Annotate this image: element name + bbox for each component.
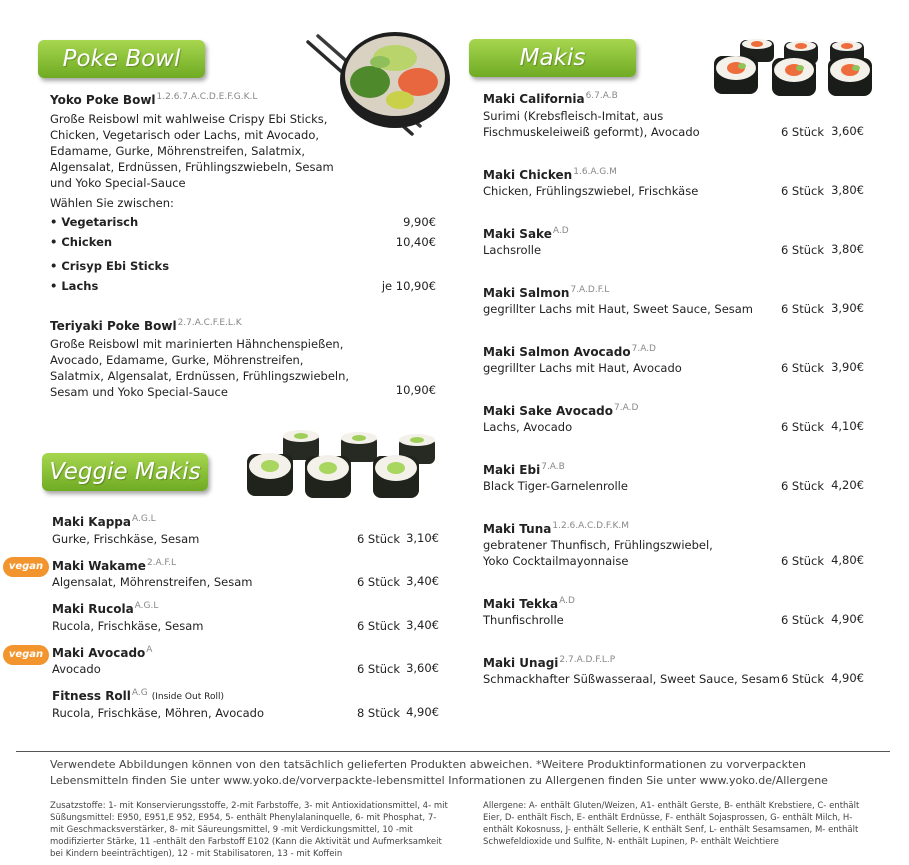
- item-name: Maki Sake: [483, 227, 552, 241]
- item-description: Avocado: [52, 662, 101, 676]
- allergen-codes: A: [146, 645, 153, 655]
- item-description: gegrillter Lachs mit Haut, Sweet Sauce, Sesam: [483, 302, 754, 316]
- item-name: Maki Chicken: [483, 168, 573, 182]
- item-name: Maki Wakame: [52, 559, 146, 573]
- menu-item-yoko-poke-bowl: [50, 92, 257, 107]
- item-description: Große Reisbowl mit wahlweise Crispy Ebi Sticks, Chicken, Vegetarisch oder Lachs, mit Avocado, Edamame, Gurke, Möhrenstreifen, Salatmix, Algensalat, Erdnüssen, Frühlingszwiebeln, Sesam und Yoko Special-Sauce: [50, 112, 334, 190]
- item-quantity: 6 Stück: [780, 554, 824, 568]
- item-name: Maki Avocado: [52, 646, 146, 660]
- item-quantity: 6 Stück: [780, 243, 824, 257]
- item-name: Maki Unagi: [483, 656, 559, 670]
- allergen-codes: A.G: [131, 688, 148, 698]
- item-price: 4,80€: [831, 553, 864, 567]
- item-quantity: 6 Stück: [356, 575, 400, 589]
- item-quantity: 6 Stück: [780, 125, 824, 139]
- allergen-codes: 2.A.F.L: [146, 558, 176, 568]
- item-description: Black Tiger-Garnelenrolle: [483, 479, 628, 493]
- allergen-codes: 6.7.A.B: [585, 91, 618, 101]
- menu-item-maki-tekka: [483, 596, 575, 611]
- item-price: 3,40€: [406, 618, 439, 632]
- option-price: 10,40€: [395, 235, 436, 249]
- menu-item-maki-california: [483, 91, 618, 106]
- vegan-badge: vegan: [3, 645, 49, 665]
- item-price: 4,20€: [831, 478, 864, 492]
- menu-item-maki-sake: [483, 226, 569, 241]
- item-quantity: 6 Stück: [780, 361, 824, 375]
- allergen-codes: A.G.L: [134, 601, 159, 611]
- item-name: Maki Kappa: [52, 515, 131, 529]
- choose-label: Wählen Sie zwischen:: [50, 196, 174, 210]
- option-price: je 10,90€: [381, 279, 436, 293]
- item-quantity: 6 Stück: [780, 302, 824, 316]
- makis-header: Makis: [469, 39, 636, 77]
- item-price: 3,80€: [831, 242, 864, 256]
- item-description: Chicken, Frühlingszwiebel, Frischkäse: [483, 184, 699, 198]
- item-name: Maki Ebi: [483, 463, 541, 477]
- veggie-makis-header: Veggie Makis: [42, 453, 208, 491]
- item-note: (Inside Out Roll): [151, 692, 224, 702]
- item-name: Fitness Roll: [52, 689, 131, 703]
- item-name: Maki Salmon Avocado: [483, 345, 631, 359]
- item-name: Maki Tuna: [483, 522, 552, 536]
- item-quantity: 6 Stück: [780, 184, 824, 198]
- item-quantity: 6 Stück: [356, 532, 400, 546]
- menu-item-maki-tuna: [483, 521, 629, 536]
- item-name: Maki Tekka: [483, 597, 559, 611]
- allergen-codes: 2.7.A.D.F.L.P: [559, 655, 616, 665]
- option-price: 9,90€: [403, 215, 436, 229]
- item-quantity: 6 Stück: [780, 479, 824, 493]
- allergen-codes: 7.A.D: [614, 403, 639, 413]
- option-label: • Chicken: [50, 235, 113, 249]
- menu-item-maki-avocado: [52, 645, 152, 660]
- veggie-maki-image: [243, 428, 443, 504]
- item-description: Surimi (Krebsfleisch-Imitat, aus Fischmuskeleiweiß geformt), Avocado: [483, 109, 700, 139]
- item-price: 4,90€: [831, 671, 864, 685]
- item-price: 3,90€: [831, 360, 864, 374]
- item-price: 3,60€: [831, 124, 864, 138]
- allergen-codes: 1.2.6.7.A.C.D.E.F.G.K.L: [156, 92, 258, 102]
- item-description: Schmackhafter Süßwasseraal, Sweet Sauce, Sesam: [483, 672, 780, 686]
- footer-divider: [16, 751, 890, 752]
- vegan-badge: vegan: [3, 557, 49, 577]
- item-price: 3,60€: [406, 661, 439, 675]
- allergen-codes: 7.A.B: [541, 462, 565, 472]
- item-name: Maki Salmon: [483, 286, 570, 300]
- allergen-codes: A.D: [559, 596, 575, 606]
- item-quantity: 6 Stück: [780, 672, 824, 686]
- item-name: Maki Rucola: [52, 602, 134, 616]
- item-name: Teriyaki Poke Bowl: [50, 319, 177, 333]
- allergen-codes: 1.6.A.G.M: [573, 167, 617, 177]
- item-quantity: 6 Stück: [356, 662, 400, 676]
- menu-item-maki-wakame: [52, 558, 176, 573]
- item-description: Rucola, Frischkäse, Sesam: [52, 619, 204, 633]
- menu-item-maki-ebi: [483, 462, 565, 477]
- item-price: 4,90€: [831, 612, 864, 626]
- item-price: 4,90€: [406, 705, 439, 719]
- item-price: 3,80€: [831, 183, 864, 197]
- item-quantity: 6 Stück: [780, 613, 824, 627]
- menu-item-maki-unagi: [483, 655, 615, 670]
- item-price: 3,90€: [831, 301, 864, 315]
- option-label: • Crisyp Ebi Sticks: [50, 259, 170, 273]
- item-description: Lachs, Avocado: [483, 420, 573, 434]
- option-label: • Vegetarisch: [50, 215, 139, 229]
- menu-item-maki-kappa: [52, 514, 156, 529]
- menu-item-maki-rucola: [52, 601, 158, 616]
- menu-item-maki-salmon-avocado: [483, 344, 656, 359]
- allergen-codes: A.D: [552, 226, 569, 236]
- footer-additives: Zusatzstoffe: 1- mit Konservierungsstoffe, 2-mit Farbstoffe, 3- mit Antioxidationsmittel, 4- mit Süßungsmittel: E950, E951,E 952, E954, 5- enthält Phenylalaninquelle, 6- mit Phosphat, 7-mit Geschmacksverstärker, 8- mit Säureungsmittel, 9 -mit Verdickungsmittel, 10 -mit modifizierter Stärke, 11 -enthält den Farbstoff E102 (Kann die Aktivität und Aufmerksamkeit bei Kindern beeinträchtigen), 12 - mit Stabilisatoren, 13 - mit Koffein: [50, 801, 448, 859]
- footer-allergens: Allergene: A- enthält Gluten/Weizen, A1- enthält Gerste, B- enthält Krebstiere, C- enthält Eier, D- enthält Fisch, E- enthält Erdnüsse, F- enthält Sojasprossen, G- enthält Milch, H- enthält Kokosnuss, J- enthält Sellerie, K enthält Senf, L- enthält Sesamsamen, M- enthält Schwefeldioxide und Sulfite, N- enthält Lupinen, P- enthält Weichtiere: [483, 801, 860, 847]
- allergen-codes: 1.2.6.A.C.D.F.K.M: [552, 521, 630, 531]
- menu-item-maki-sake-avocado: [483, 403, 638, 418]
- item-description: Große Reisbowl mit marinierten Hähnchenspießen, Avocado, Edamame, Gurke, Möhrenstreifen, Salatmix, Algensalat, Erdnüssen, Frühlingszwiebeln, Sesam und Yoko Special-Sauce: [50, 337, 350, 399]
- item-price: 3,40€: [406, 574, 439, 588]
- item-description: gebratener Thunfisch, Frühlingszwiebel, Yoko Cocktailmayonnaise: [483, 538, 713, 568]
- menu-item-teriyaki-poke-bowl: [50, 318, 242, 333]
- allergen-codes: 2.7.A.C.F.E.L.K: [177, 318, 242, 328]
- item-name: Maki Sake Avocado: [483, 404, 613, 418]
- item-description: Lachsrolle: [483, 243, 542, 257]
- allergen-codes: 7.A.D: [631, 344, 656, 354]
- item-description: Rucola, Frischkäse, Möhren, Avocado: [52, 706, 264, 720]
- item-quantity: 8 Stück: [356, 706, 400, 720]
- menu-item-maki-salmon: [483, 285, 609, 300]
- menu-item-fitness-roll: [52, 688, 224, 703]
- footer-disclaimer: Verwendete Abbildungen können von den tatsächlich gelieferten Produkten abweichen. *Weitere Produktinformationen zu vorverpackten Lebensmitteln finden Sie unter www.yoko.de/vorverpackte-lebensmittel Informationen zu Allergenen finden Sie unter www.yoko.de/Allergene: [50, 758, 828, 787]
- poke-bowl-header: Poke Bowl: [38, 40, 205, 78]
- item-quantity: 6 Stück: [356, 619, 400, 633]
- item-description: gegrillter Lachs mit Haut, Avocado: [483, 361, 682, 375]
- allergen-codes: 7.A.D.F.L: [570, 285, 610, 295]
- item-description: Algensalat, Möhrenstreifen, Sesam: [52, 575, 253, 589]
- item-name: Maki California: [483, 92, 585, 106]
- item-price: 10,90€: [395, 383, 436, 397]
- item-quantity: 6 Stück: [780, 420, 824, 434]
- menu-item-maki-chicken: [483, 167, 617, 182]
- allergen-codes: A.G.L: [131, 514, 156, 524]
- item-price: 4,10€: [831, 419, 864, 433]
- maki-rolls-image: [712, 38, 877, 98]
- item-description: Thunfischrolle: [483, 613, 564, 627]
- item-price: 3,10€: [406, 531, 439, 545]
- option-label: • Lachs: [50, 279, 99, 293]
- item-name: Yoko Poke Bowl: [50, 93, 156, 107]
- item-description: Gurke, Frischkäse, Sesam: [52, 532, 200, 546]
